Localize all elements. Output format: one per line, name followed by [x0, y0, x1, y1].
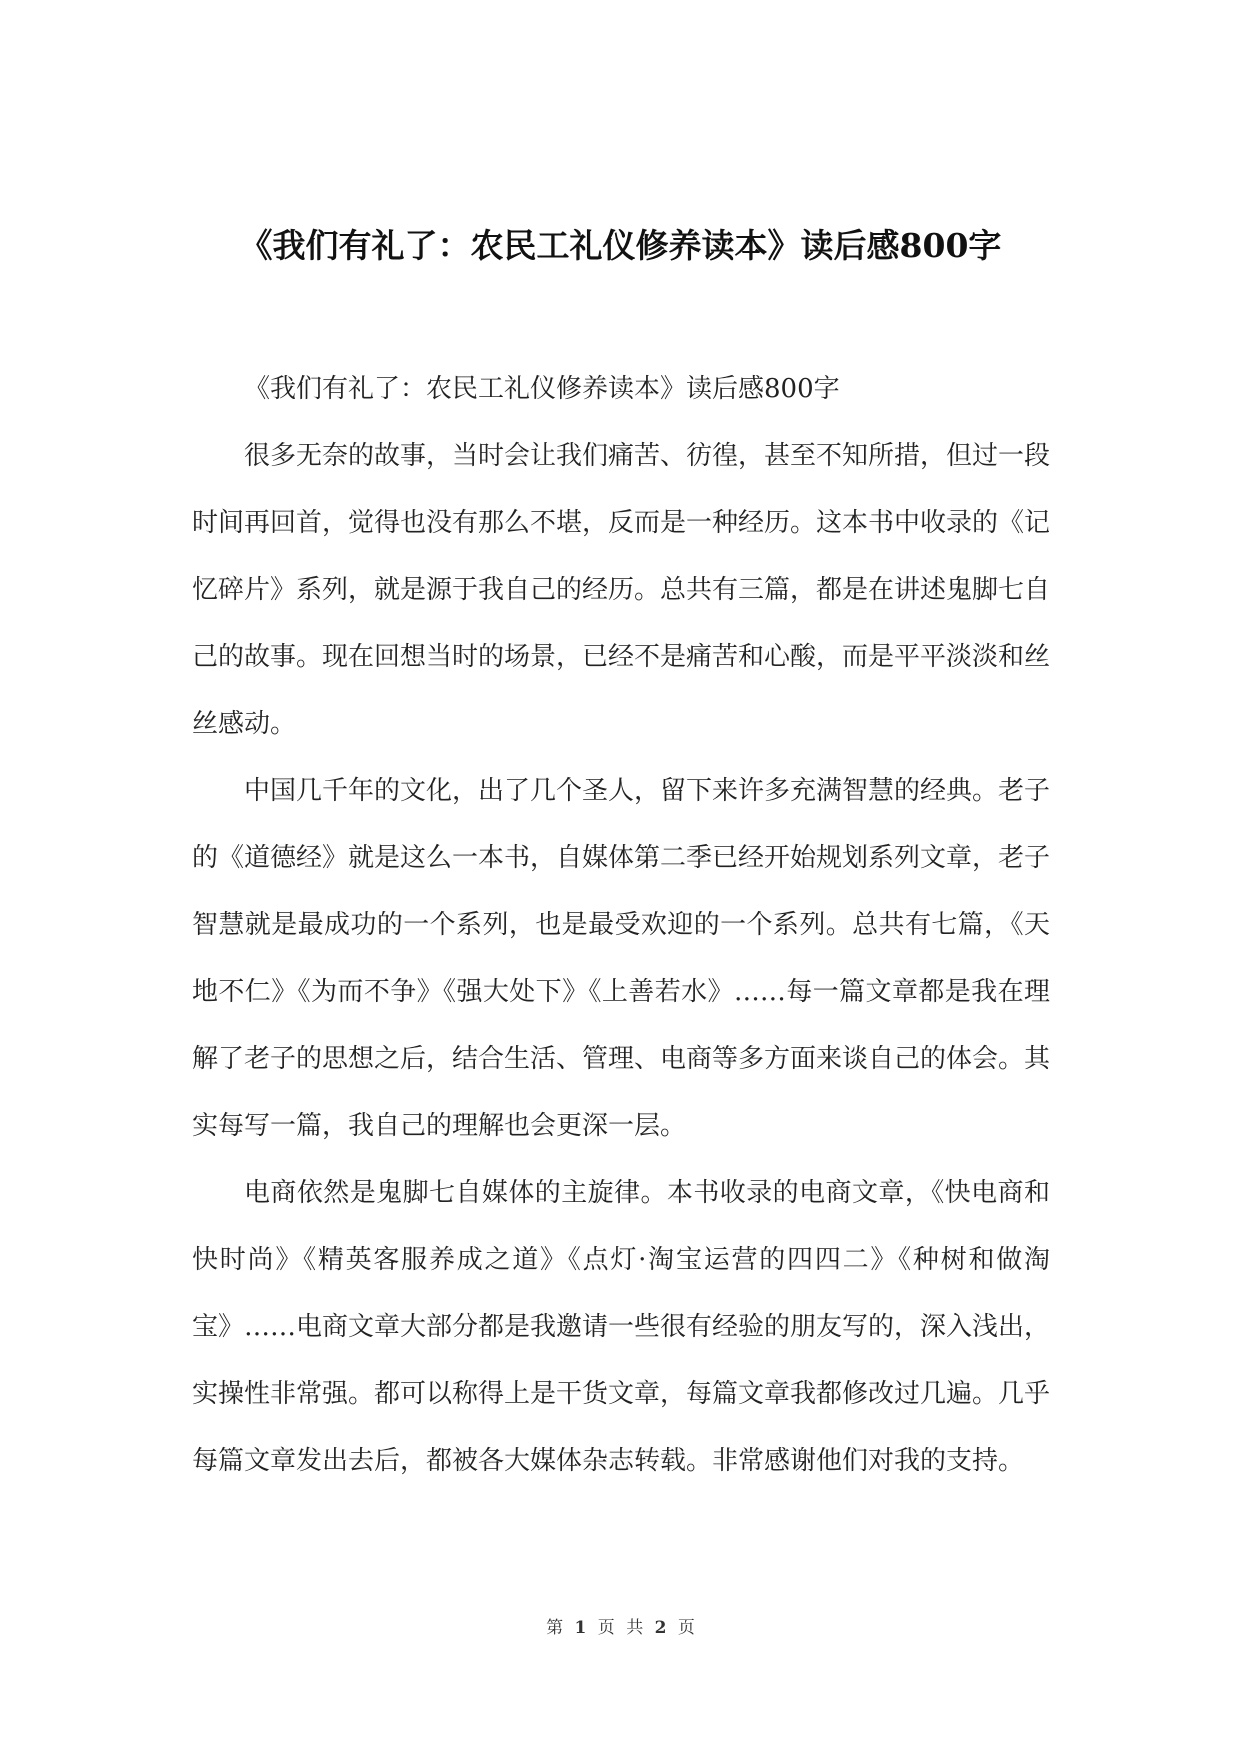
total-pages-number: 2	[654, 1618, 667, 1638]
paragraph: 电商依然是鬼脚七自媒体的主旋律。本书收录的电商文章，《快电商和快时尚》《精英客服养成之道》《点灯·淘宝运营的四四二》《种树和做淘宝》……电商文章大部分都是我邀请一些很有经验的朋友写的，深入浅出，实操性非常强。都可以称得上是干货文章，每篇文章我都修改过几遍。几乎每篇文章发出去后，都被各大媒体杂志转载。非常感谢他们对我的支持。	[192, 1178, 1051, 1476]
page-footer	[0, 1613, 1241, 1638]
paragraph: 很多无奈的故事，当时会让我们痛苦、彷徨，甚至不知所措，但过一段时间再回首，觉得也没有那么不堪，反而是一种经历。这本书中收录的《记忆碎片》系列，就是源于我自己的经历。总共有三篇，都是在讲述鬼脚七自己的故事。现在回想当时的场景，已经不是痛苦和心酸，而是平平淡淡和丝丝感动。	[192, 441, 1051, 739]
document-title: 《我们有礼了：农民工礼仪修养读本》读后感800字	[239, 226, 1002, 265]
footer-middle: 页 共	[597, 1618, 644, 1638]
footer-suffix: 页	[677, 1618, 695, 1638]
paragraph-subtitle: 《我们有礼了：农民工礼仪修养读本》读后感800字	[244, 374, 840, 404]
document-body	[192, 356, 1050, 1495]
paragraph: 中国几千年的文化，出了几个圣人，留下来许多充满智慧的经典。老子的《道德经》就是这么一本书，自媒体第二季已经开始规划系列文章，老子智慧就是最成功的一个系列，也是最受欢迎的一个系列。总共有七篇，《天地不仁》《为而不争》《强大处下》《上善若水》……每一篇文章都是我在理解了老子的思想之后，结合生活、管理、电商等多方面来谈自己的体会。其实每写一篇，我自己的理解也会更深一层。	[192, 776, 1051, 1141]
footer-prefix: 第	[546, 1618, 564, 1638]
current-page-number: 1	[574, 1618, 587, 1638]
